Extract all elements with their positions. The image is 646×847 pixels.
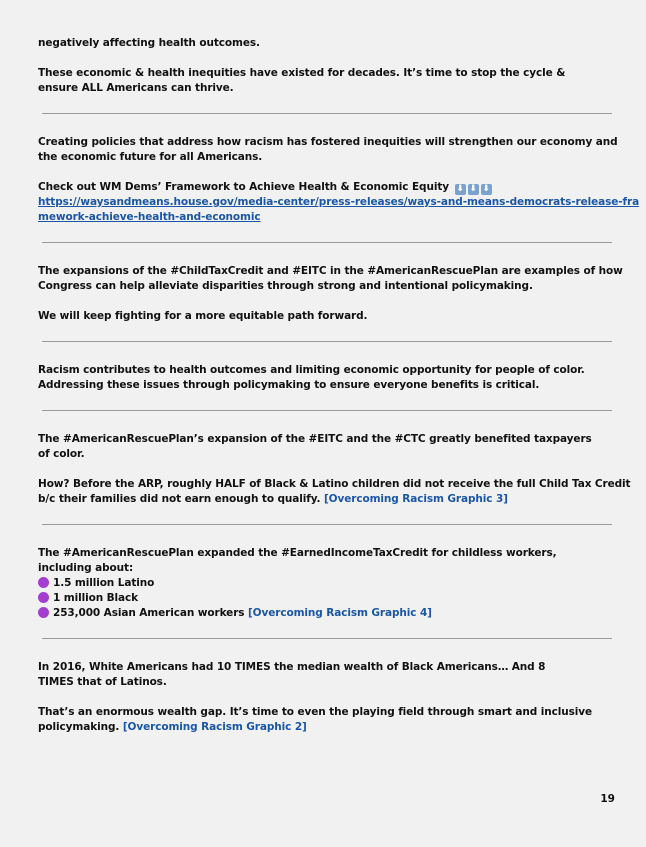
post-section-6 — [38, 546, 618, 621]
text-line: The expansions of the #ChildTaxCredit and #EITC in the #AmericanRescuePlan are examples of how — [38, 265, 623, 277]
page-number: 19 — [600, 793, 615, 805]
text-line: Racism contributes to health outcomes and limiting economic opportunity for people of color. — [38, 364, 585, 376]
purple-circle-icon — [38, 607, 49, 618]
bullet-item — [38, 576, 618, 591]
link-text[interactable]: https://waysandmeans.house.gov/media-center/press-releases/ways-and-means-democrats-release-fra — [38, 196, 640, 208]
text-line: In 2016, White Americans had 10 TIMES the median wealth of Black Americans… And 8 — [38, 661, 546, 673]
text-line: We will keep fighting for a more equitable path forward. — [38, 310, 368, 322]
bullet-text: 1.5 million Latino — [53, 577, 155, 589]
text-line: The #AmericanRescuePlan expanded the #EarnedIncomeTaxCredit for childless workers, — [38, 547, 557, 559]
post-section-3 — [38, 264, 623, 324]
bullet-text: 253,000 Asian American workers — [53, 607, 245, 619]
text-line: ensure ALL Americans can thrive. — [38, 82, 234, 94]
graphic-reference: [Overcoming Racism Graphic 4] — [247, 607, 432, 619]
text-span: Check out WM Dems’ Framework to Achieve Health & Economic Equity — [38, 181, 450, 193]
framework-line — [38, 180, 618, 195]
purple-circle-icon — [38, 592, 49, 603]
down-arrow-icon: ⬇ — [482, 184, 490, 194]
text-line: including about: — [38, 562, 134, 574]
text-line: the economic future for all Americans. — [38, 151, 263, 163]
purple-circle-icon — [38, 577, 49, 588]
text-line: Addressing these issues through policymaking to ensure everyone benefits is critical. — [38, 379, 540, 391]
down-arrow-icon: ⬇ — [456, 184, 464, 194]
text-line — [38, 720, 618, 735]
bullet-item — [38, 606, 618, 621]
post-section-5 — [38, 432, 631, 507]
framework-link[interactable] — [38, 195, 640, 210]
text-line: Creating policies that address how racism has fostered inequities will strengthen our economy and — [38, 136, 618, 148]
post-section-2 — [38, 135, 640, 225]
link-text[interactable]: mework-achieve-health-and-economic — [38, 211, 261, 223]
text-line: negatively affecting health outcomes. — [38, 37, 260, 49]
page-content — [38, 36, 640, 735]
down-arrow-icon: ⬇ — [469, 184, 477, 194]
text-line: How? Before the ARP, roughly HALF of Black & Latino children did not receive the full Child Tax Credit — [38, 478, 631, 490]
text-span: b/c their families did not earn enough to qualify. — [38, 493, 321, 505]
text-line: These economic & health inequities have existed for decades. It’s time to stop the cycle & — [38, 67, 566, 79]
text-line: TIMES that of Latinos. — [38, 676, 167, 688]
text-line: The #AmericanRescuePlan’s expansion of the #EITC and the #CTC greatly benefited taxpayers — [38, 433, 592, 445]
text-line: Congress can help alleviate disparities through strong and intentional policymaking. — [38, 280, 533, 292]
text-line: of color. — [38, 448, 85, 460]
graphic-reference: [Overcoming Racism Graphic 3] — [323, 493, 508, 505]
text-line — [38, 492, 618, 507]
post-section-7 — [38, 660, 618, 735]
bullet-item — [38, 591, 618, 606]
post-section-1 — [38, 36, 618, 96]
graphic-reference: [Overcoming Racism Graphic 2] — [122, 721, 307, 733]
bullet-text: 1 million Black — [53, 592, 139, 604]
text-span: policymaking. — [38, 721, 120, 733]
framework-link-cont[interactable] — [38, 210, 618, 225]
text-line: That’s an enormous wealth gap. It’s time to even the playing field through smart and inclusive — [38, 706, 593, 718]
post-section-4 — [38, 363, 618, 393]
